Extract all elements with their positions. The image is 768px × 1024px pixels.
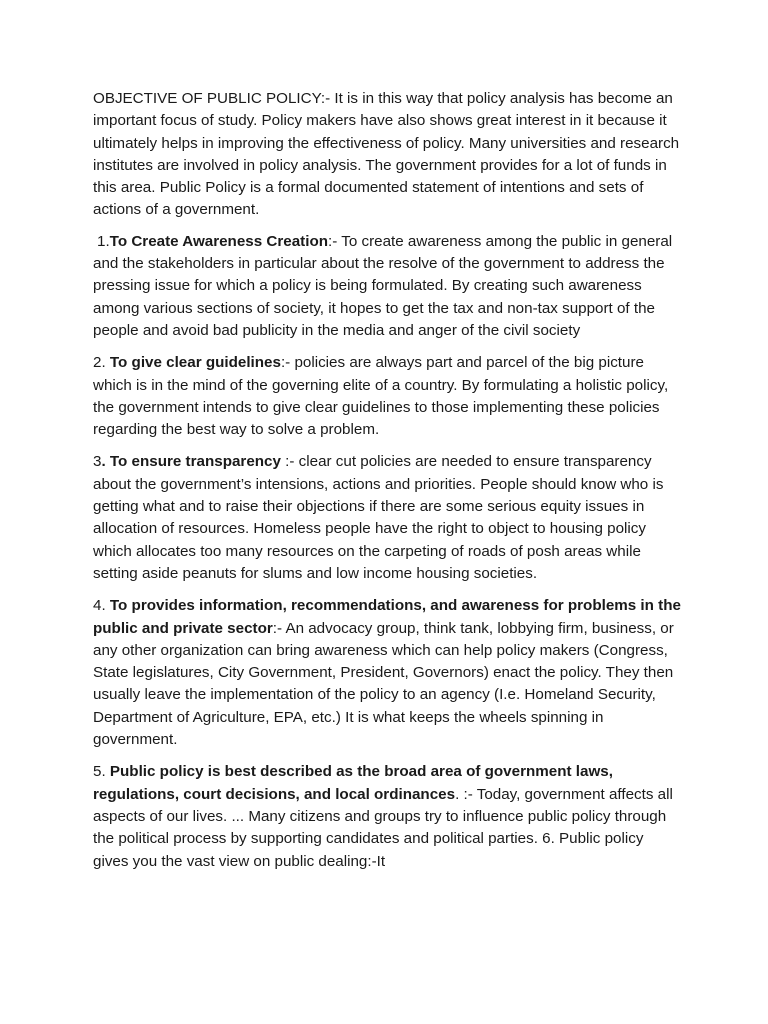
objective-3-paragraph [93,451,683,585]
objective-5-number: 5. [93,763,110,781]
objective-5-heading: Public policy is best described as the broad area of government laws, regulations, court decisions, and local ordinances [93,763,613,803]
objective-5-paragraph [93,761,683,872]
objective-2-heading: To give clear guidelines [109,354,281,372]
objective-1-body: :- To create awareness among the public in general and the stakeholders in particular about the resolve of the government to address the pressing issue for which a policy is being formulated. By creating such awareness among various sections of society, it hopes to get the tax and non-tax support of the people and avoid bad publicity in the media and anger of the civil society [93,232,673,339]
objective-3-number: 3 [93,453,102,471]
objective-4-paragraph [93,595,683,751]
intro-paragraph [93,88,683,222]
objective-2-body: :- policies are always part and parcel of the big picture which is in the mind of the governing elite of a country. By formulating a holistic policy, the government intends to give clear guidelines to those implementing these policies regarding the best way to solve a problem. [93,354,669,439]
objective-2-number: 2. [93,354,110,372]
objective-2-paragraph [93,352,683,441]
objective-4-number: 4. [93,597,110,615]
document-page [93,88,683,883]
objective-1-paragraph [93,231,683,342]
objective-1-heading: To Create Awareness Creation [109,232,328,250]
objective-3-body: :- clear cut policies are needed to ensure transparency about the government’s intensions, actions and priorities. People should know who is getting what and to raise their objections if there are some serious equity issues in allocation of resources. Homeless people have the right to object to housing policy which allocates too many resources on the carpeting of roads of posh areas while setting aside peanuts for slums and low income housing societies. [93,453,664,582]
objective-1-number: 1. [97,232,110,250]
intro-text: OBJECTIVE OF PUBLIC POLICY:- It is in this way that policy analysis has become an important focus of study. Policy makers have also shows great interest in it because it ultimately helps in improving the effectiveness of policy. Many universities and research institutes are involved in policy analysis. The government provides for a lot of funds in this area. Public Policy is a formal documented statement of intentions and sets of actions of a government. [93,90,680,219]
objective-4-heading: To provides information, recommendations, and awareness for problems in the public and private sector [93,597,681,637]
objective-3-heading: . To ensure transparency [101,453,281,471]
objective-4-body: :- An advocacy group, think tank, lobbying firm, business, or any other organization can bring awareness which can help policy makers (Congress, State legislatures, City Government, President, Governors) enact the policy. They then usually leave the implementation of the policy to an agency (I.e. Homeland Security, Department of Agriculture, EPA, etc.) It is what keeps the wheels spinning in government. [93,619,674,749]
objective-5-body: . :- Today, government affects all aspects of our lives. ... Many citizens and groups try to influence public policy through the political process by supporting candidates and political parties. 6. Public policy gives you the vast view on public dealing:-It [93,785,673,870]
